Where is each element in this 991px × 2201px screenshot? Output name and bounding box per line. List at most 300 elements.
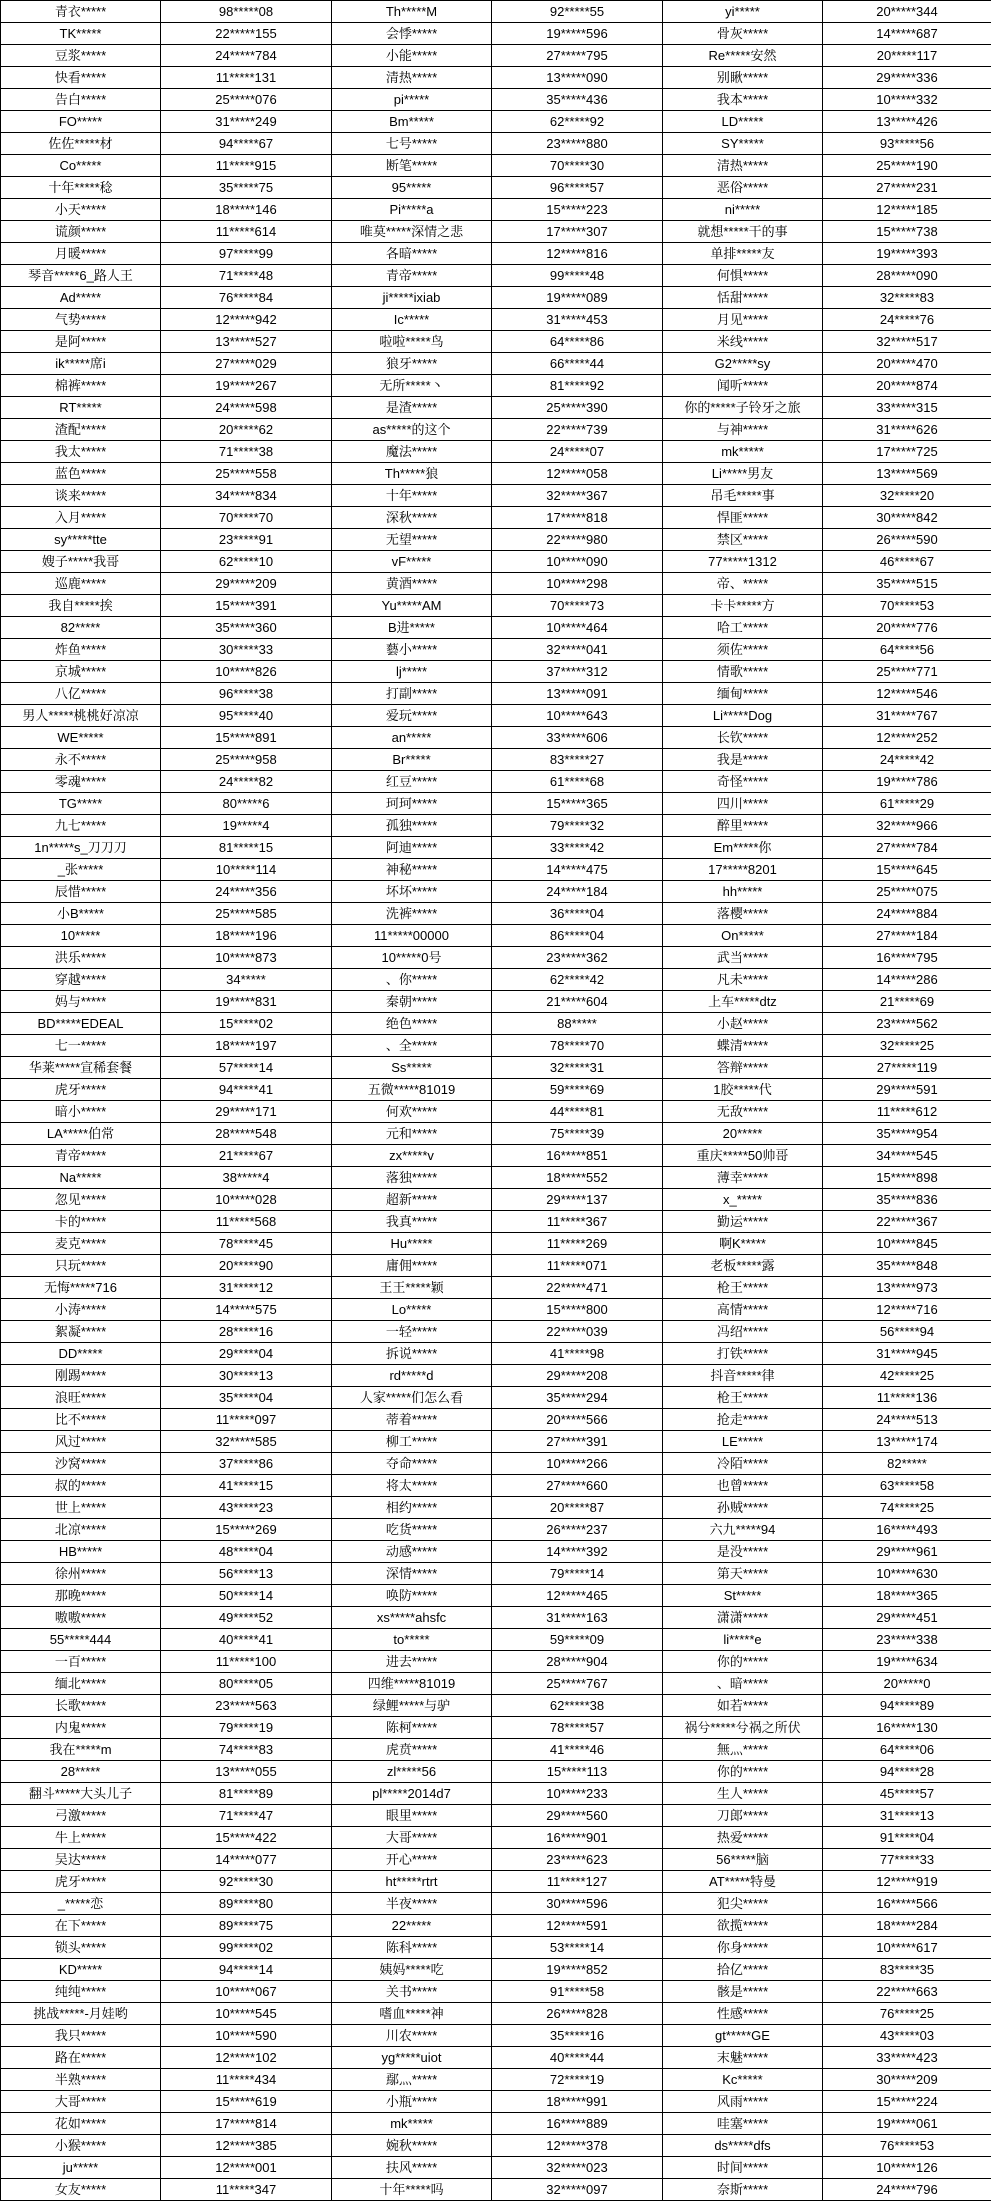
name-cell[interactable]: 帝、***** [663, 573, 823, 595]
name-cell[interactable]: 坏坏***** [332, 881, 492, 903]
number-cell[interactable]: 70*****73 [492, 595, 663, 617]
name-cell[interactable]: 蒂着***** [332, 1409, 492, 1431]
name-cell[interactable]: 17*****8201 [663, 859, 823, 881]
name-cell[interactable]: 一百***** [1, 1651, 161, 1673]
number-cell[interactable]: 24*****884 [823, 903, 991, 925]
name-cell[interactable]: 22***** [332, 1915, 492, 1937]
number-cell[interactable]: 11*****612 [823, 1101, 991, 1123]
name-cell[interactable]: 扶风***** [332, 2157, 492, 2179]
name-cell[interactable]: 恶俗***** [663, 177, 823, 199]
number-cell[interactable]: 42*****25 [823, 1365, 991, 1387]
number-cell[interactable]: 19*****061 [823, 2113, 991, 2135]
name-cell[interactable]: 禁区***** [663, 529, 823, 551]
name-cell[interactable]: 渣配***** [1, 419, 161, 441]
name-cell[interactable]: li*****e [663, 1629, 823, 1651]
name-cell[interactable]: WE***** [1, 727, 161, 749]
name-cell[interactable]: 青衣***** [1, 1, 161, 23]
name-cell[interactable]: 世上***** [1, 1497, 161, 1519]
name-cell[interactable]: 是没***** [663, 1541, 823, 1563]
name-cell[interactable]: 女友***** [1, 2179, 161, 2201]
number-cell[interactable]: 16*****130 [823, 1717, 991, 1739]
number-cell[interactable]: 22*****980 [492, 529, 663, 551]
name-cell[interactable]: 纯纯***** [1, 1981, 161, 2003]
name-cell[interactable]: 1胶*****代 [663, 1079, 823, 1101]
name-cell[interactable]: 十年***** [332, 485, 492, 507]
name-cell[interactable]: 相约***** [332, 1497, 492, 1519]
name-cell[interactable]: 我太***** [1, 441, 161, 463]
name-cell[interactable]: gt*****GE [663, 2025, 823, 2047]
number-cell[interactable]: 41*****15 [161, 1475, 332, 1497]
name-cell[interactable]: 人家*****们怎么看 [332, 1387, 492, 1409]
number-cell[interactable]: 15*****422 [161, 1827, 332, 1849]
name-cell[interactable]: 青帝***** [1, 1145, 161, 1167]
name-cell[interactable]: 拾亿***** [663, 1959, 823, 1981]
name-cell[interactable]: 清热***** [332, 67, 492, 89]
name-cell[interactable]: 魔法***** [332, 441, 492, 463]
name-cell[interactable]: 爱玩***** [332, 705, 492, 727]
name-cell[interactable]: 28***** [1, 1761, 161, 1783]
name-cell[interactable]: 绝色***** [332, 1013, 492, 1035]
name-cell[interactable]: 抢走***** [663, 1409, 823, 1431]
name-cell[interactable]: hh***** [663, 881, 823, 903]
name-cell[interactable]: Kc***** [663, 2069, 823, 2091]
name-cell[interactable]: 华莱*****宣稀套餐 [1, 1057, 161, 1079]
number-cell[interactable]: 11*****097 [161, 1409, 332, 1431]
number-cell[interactable]: 30*****596 [492, 1893, 663, 1915]
name-cell[interactable]: 陈科***** [332, 1937, 492, 1959]
number-cell[interactable]: 31*****767 [823, 705, 991, 727]
name-cell[interactable]: 20***** [663, 1123, 823, 1145]
number-cell[interactable]: 15*****619 [161, 2091, 332, 2113]
name-cell[interactable]: 比不***** [1, 1409, 161, 1431]
name-cell[interactable]: 风雨***** [663, 2091, 823, 2113]
name-cell[interactable]: 祸兮*****兮祸之所伏 [663, 1717, 823, 1739]
name-cell[interactable]: 婉秋***** [332, 2135, 492, 2157]
name-cell[interactable]: 缅北***** [1, 1673, 161, 1695]
name-cell[interactable]: 辰惜***** [1, 881, 161, 903]
number-cell[interactable]: 32*****966 [823, 815, 991, 837]
number-cell[interactable]: 10*****464 [492, 617, 663, 639]
name-cell[interactable]: 夺命***** [332, 1453, 492, 1475]
name-cell[interactable]: Em*****你 [663, 837, 823, 859]
number-cell[interactable]: 12*****385 [161, 2135, 332, 2157]
name-cell[interactable]: 啦啦*****鸟 [332, 331, 492, 353]
number-cell[interactable]: 25*****390 [492, 397, 663, 419]
name-cell[interactable]: 我真***** [332, 1211, 492, 1233]
name-cell[interactable]: 徐州***** [1, 1563, 161, 1585]
name-cell[interactable]: 1n*****s_刀刀刀 [1, 837, 161, 859]
name-cell[interactable]: 末魅***** [663, 2047, 823, 2069]
number-cell[interactable]: 13*****527 [161, 331, 332, 353]
name-cell[interactable]: 小猴***** [1, 2135, 161, 2157]
number-cell[interactable]: 10*****545 [161, 2003, 332, 2025]
number-cell[interactable]: 12*****058 [492, 463, 663, 485]
number-cell[interactable]: 74*****25 [823, 1497, 991, 1519]
number-cell[interactable]: 11*****100 [161, 1651, 332, 1673]
name-cell[interactable]: Ad***** [1, 287, 161, 309]
name-cell[interactable]: 闻听***** [663, 375, 823, 397]
name-cell[interactable]: 虎贲***** [332, 1739, 492, 1761]
name-cell[interactable]: 浪旺***** [1, 1387, 161, 1409]
number-cell[interactable]: 11*****347 [161, 2179, 332, 2201]
name-cell[interactable]: 我只***** [1, 2025, 161, 2047]
number-cell[interactable]: 94*****14 [161, 1959, 332, 1981]
name-cell[interactable]: 如若***** [663, 1695, 823, 1717]
name-cell[interactable]: 打副***** [332, 683, 492, 705]
number-cell[interactable]: 32*****517 [823, 331, 991, 353]
name-cell[interactable]: 元和***** [332, 1123, 492, 1145]
number-cell[interactable]: 25*****767 [492, 1673, 663, 1695]
number-cell[interactable]: 19*****393 [823, 243, 991, 265]
number-cell[interactable]: 11*****127 [492, 1871, 663, 1893]
number-cell[interactable]: 81*****15 [161, 837, 332, 859]
name-cell[interactable]: 落樱***** [663, 903, 823, 925]
number-cell[interactable]: 59*****09 [492, 1629, 663, 1651]
number-cell[interactable]: 15*****269 [161, 1519, 332, 1541]
number-cell[interactable]: 16*****493 [823, 1519, 991, 1541]
number-cell[interactable]: 20*****470 [823, 353, 991, 375]
number-cell[interactable]: 33*****42 [492, 837, 663, 859]
number-cell[interactable]: 56*****94 [823, 1321, 991, 1343]
number-cell[interactable]: 31*****249 [161, 111, 332, 133]
name-cell[interactable]: ht*****rtrt [332, 1871, 492, 1893]
name-cell[interactable]: ji*****ixiab [332, 287, 492, 309]
number-cell[interactable]: 92*****30 [161, 1871, 332, 1893]
name-cell[interactable]: 欲揽***** [663, 1915, 823, 1937]
number-cell[interactable]: 57*****14 [161, 1057, 332, 1079]
name-cell[interactable]: 我本***** [663, 89, 823, 111]
number-cell[interactable]: 12*****591 [492, 1915, 663, 1937]
number-cell[interactable]: 33*****606 [492, 727, 663, 749]
number-cell[interactable]: 89*****80 [161, 1893, 332, 1915]
number-cell[interactable]: 37*****312 [492, 661, 663, 683]
name-cell[interactable]: sy*****tte [1, 529, 161, 551]
name-cell[interactable]: ik*****席i [1, 353, 161, 375]
number-cell[interactable]: 19*****852 [492, 1959, 663, 1981]
name-cell[interactable]: 清热***** [663, 155, 823, 177]
number-cell[interactable]: 25*****585 [161, 903, 332, 925]
number-cell[interactable]: 10*****028 [161, 1189, 332, 1211]
name-cell[interactable]: 珂珂***** [332, 793, 492, 815]
number-cell[interactable]: 12*****546 [823, 683, 991, 705]
name-cell[interactable]: as*****的这个 [332, 419, 492, 441]
name-cell[interactable]: 孙贼***** [663, 1497, 823, 1519]
number-cell[interactable]: 32*****585 [161, 1431, 332, 1453]
number-cell[interactable]: 15*****891 [161, 727, 332, 749]
number-cell[interactable]: 88***** [492, 1013, 663, 1035]
name-cell[interactable]: x_***** [663, 1189, 823, 1211]
name-cell[interactable]: 刚踢***** [1, 1365, 161, 1387]
name-cell[interactable]: 庸佣***** [332, 1255, 492, 1277]
number-cell[interactable]: 14*****575 [161, 1299, 332, 1321]
number-cell[interactable]: 28*****090 [823, 265, 991, 287]
name-cell[interactable]: zl*****56 [332, 1761, 492, 1783]
number-cell[interactable]: 35*****360 [161, 617, 332, 639]
number-cell[interactable]: 15*****800 [492, 1299, 663, 1321]
number-cell[interactable]: 16*****889 [492, 2113, 663, 2135]
number-cell[interactable]: 12*****185 [823, 199, 991, 221]
number-cell[interactable]: 22*****155 [161, 23, 332, 45]
number-cell[interactable]: 94*****28 [823, 1761, 991, 1783]
name-cell[interactable]: 快看***** [1, 67, 161, 89]
number-cell[interactable]: 25*****771 [823, 661, 991, 683]
name-cell[interactable]: RT***** [1, 397, 161, 419]
number-cell[interactable]: 48*****04 [161, 1541, 332, 1563]
number-cell[interactable]: 32*****367 [492, 485, 663, 507]
number-cell[interactable]: 78*****57 [492, 1717, 663, 1739]
name-cell[interactable]: 洗裤***** [332, 903, 492, 925]
number-cell[interactable]: 35*****16 [492, 2025, 663, 2047]
number-cell[interactable]: 10*****114 [161, 859, 332, 881]
number-cell[interactable]: 86*****04 [492, 925, 663, 947]
number-cell[interactable]: 27*****119 [823, 1057, 991, 1079]
number-cell[interactable]: 13*****973 [823, 1277, 991, 1299]
number-cell[interactable]: 13*****091 [492, 683, 663, 705]
name-cell[interactable]: 小B***** [1, 903, 161, 925]
number-cell[interactable]: 12*****716 [823, 1299, 991, 1321]
name-cell[interactable]: 枪王***** [663, 1277, 823, 1299]
number-cell[interactable]: 62*****42 [492, 969, 663, 991]
name-cell[interactable]: rd*****d [332, 1365, 492, 1387]
number-cell[interactable]: 28*****548 [161, 1123, 332, 1145]
name-cell[interactable]: B进***** [332, 617, 492, 639]
number-cell[interactable]: 31*****945 [823, 1343, 991, 1365]
number-cell[interactable]: 13*****090 [492, 67, 663, 89]
number-cell[interactable]: 83*****35 [823, 1959, 991, 1981]
name-cell[interactable]: 77*****1312 [663, 551, 823, 573]
number-cell[interactable]: 33*****315 [823, 397, 991, 419]
name-cell[interactable]: zx*****v [332, 1145, 492, 1167]
name-cell[interactable]: 虎牙***** [1, 1871, 161, 1893]
name-cell[interactable]: 生人***** [663, 1783, 823, 1805]
name-cell[interactable]: 何惧***** [663, 265, 823, 287]
number-cell[interactable]: 64*****56 [823, 639, 991, 661]
name-cell[interactable]: 卡的***** [1, 1211, 161, 1233]
name-cell[interactable]: HB***** [1, 1541, 161, 1563]
number-cell[interactable]: 32*****041 [492, 639, 663, 661]
number-cell[interactable]: 79*****14 [492, 1563, 663, 1585]
name-cell[interactable]: 一轻***** [332, 1321, 492, 1343]
number-cell[interactable]: 64*****06 [823, 1739, 991, 1761]
name-cell[interactable]: 动感***** [332, 1541, 492, 1563]
name-cell[interactable]: 断笔***** [332, 155, 492, 177]
name-cell[interactable]: 巡鹿***** [1, 573, 161, 595]
number-cell[interactable]: 81*****92 [492, 375, 663, 397]
number-cell[interactable]: 14*****392 [492, 1541, 663, 1563]
number-cell[interactable]: 12*****252 [823, 727, 991, 749]
number-cell[interactable]: 19*****089 [492, 287, 663, 309]
number-cell[interactable]: 10*****873 [161, 947, 332, 969]
name-cell[interactable]: 狼牙***** [332, 353, 492, 375]
name-cell[interactable]: 嫂子*****我哥 [1, 551, 161, 573]
number-cell[interactable]: 34***** [161, 969, 332, 991]
name-cell[interactable]: 上车*****dtz [663, 991, 823, 1013]
number-cell[interactable]: 10*****617 [823, 1937, 991, 1959]
name-cell[interactable]: Ic***** [332, 309, 492, 331]
number-cell[interactable]: 18*****284 [823, 1915, 991, 1937]
name-cell[interactable]: 黄酒***** [332, 573, 492, 595]
number-cell[interactable]: 63*****58 [823, 1475, 991, 1497]
name-cell[interactable]: 唯莫*****深情之悲 [332, 221, 492, 243]
number-cell[interactable]: 46*****67 [823, 551, 991, 573]
name-cell[interactable]: 蝶清***** [663, 1035, 823, 1057]
name-cell[interactable]: Bm***** [332, 111, 492, 133]
name-cell[interactable]: ds*****dfs [663, 2135, 823, 2157]
number-cell[interactable]: 24*****784 [161, 45, 332, 67]
name-cell[interactable]: 大哥***** [332, 1827, 492, 1849]
number-cell[interactable]: 20*****117 [823, 45, 991, 67]
number-cell[interactable]: 22*****367 [823, 1211, 991, 1233]
number-cell[interactable]: 21*****604 [492, 991, 663, 1013]
name-cell[interactable]: 只玩***** [1, 1255, 161, 1277]
name-cell[interactable]: 大哥***** [1, 2091, 161, 2113]
number-cell[interactable]: 53*****14 [492, 1937, 663, 1959]
number-cell[interactable]: 15*****223 [492, 199, 663, 221]
number-cell[interactable]: 61*****68 [492, 771, 663, 793]
name-cell[interactable]: 陈柯***** [332, 1717, 492, 1739]
name-cell[interactable]: 重庆*****50帅哥 [663, 1145, 823, 1167]
name-cell[interactable]: _*****恋 [1, 1893, 161, 1915]
name-cell[interactable]: 牛上***** [1, 1827, 161, 1849]
number-cell[interactable]: 19*****831 [161, 991, 332, 1013]
name-cell[interactable]: 缅甸***** [663, 683, 823, 705]
name-cell[interactable]: Li*****Dog [663, 705, 823, 727]
number-cell[interactable]: 20*****0 [823, 1673, 991, 1695]
name-cell[interactable]: 是阿***** [1, 331, 161, 353]
number-cell[interactable]: 41*****46 [492, 1739, 663, 1761]
number-cell[interactable]: 41*****98 [492, 1343, 663, 1365]
number-cell[interactable]: 96*****38 [161, 683, 332, 705]
name-cell[interactable]: 抖音*****律 [663, 1365, 823, 1387]
name-cell[interactable]: LA*****伯常 [1, 1123, 161, 1145]
number-cell[interactable]: 71*****47 [161, 1805, 332, 1827]
name-cell[interactable]: 我在*****m [1, 1739, 161, 1761]
name-cell[interactable]: 孤独***** [332, 815, 492, 837]
number-cell[interactable]: 24*****82 [161, 771, 332, 793]
name-cell[interactable]: 答辩***** [663, 1057, 823, 1079]
name-cell[interactable]: 柳工***** [332, 1431, 492, 1453]
number-cell[interactable]: 31*****453 [492, 309, 663, 331]
number-cell[interactable]: 61*****29 [823, 793, 991, 815]
name-cell[interactable]: 气势***** [1, 309, 161, 331]
name-cell[interactable]: 小能***** [332, 45, 492, 67]
number-cell[interactable]: 72*****19 [492, 2069, 663, 2091]
number-cell[interactable]: 20*****776 [823, 617, 991, 639]
name-cell[interactable]: 10*****0号 [332, 947, 492, 969]
name-cell[interactable]: 长钦***** [663, 727, 823, 749]
number-cell[interactable]: 23*****562 [823, 1013, 991, 1035]
number-cell[interactable]: 10*****826 [161, 661, 332, 683]
name-cell[interactable]: 55*****444 [1, 1629, 161, 1651]
name-cell[interactable]: 无敌***** [663, 1101, 823, 1123]
number-cell[interactable]: 66*****44 [492, 353, 663, 375]
number-cell[interactable]: 24*****598 [161, 397, 332, 419]
number-cell[interactable]: 62*****38 [492, 1695, 663, 1717]
name-cell[interactable]: Hu***** [332, 1233, 492, 1255]
number-cell[interactable]: 74*****83 [161, 1739, 332, 1761]
number-cell[interactable]: 17*****307 [492, 221, 663, 243]
name-cell[interactable]: 11*****00000 [332, 925, 492, 947]
name-cell[interactable]: 在下***** [1, 1915, 161, 1937]
number-cell[interactable]: 99*****48 [492, 265, 663, 287]
number-cell[interactable]: 31*****626 [823, 419, 991, 441]
number-cell[interactable]: 26*****828 [492, 2003, 663, 2025]
name-cell[interactable]: 凡未***** [663, 969, 823, 991]
name-cell[interactable]: 性感***** [663, 2003, 823, 2025]
name-cell[interactable]: 须佐***** [663, 639, 823, 661]
name-cell[interactable]: 半熟***** [1, 2069, 161, 2091]
name-cell[interactable]: 小赵***** [663, 1013, 823, 1035]
number-cell[interactable]: 20*****62 [161, 419, 332, 441]
number-cell[interactable]: 13*****174 [823, 1431, 991, 1453]
number-cell[interactable]: 15*****02 [161, 1013, 332, 1035]
number-cell[interactable]: 43*****23 [161, 1497, 332, 1519]
name-cell[interactable]: 骸是***** [663, 1981, 823, 2003]
name-cell[interactable]: 我自*****挨 [1, 595, 161, 617]
name-cell[interactable]: 北凉***** [1, 1519, 161, 1541]
name-cell[interactable]: an***** [332, 727, 492, 749]
name-cell[interactable]: 沙窝***** [1, 1453, 161, 1475]
name-cell[interactable]: 骨灰***** [663, 23, 823, 45]
name-cell[interactable]: Ss***** [332, 1057, 492, 1079]
name-cell[interactable]: 王王*****颖 [332, 1277, 492, 1299]
name-cell[interactable]: 虎牙***** [1, 1079, 161, 1101]
number-cell[interactable]: 12*****942 [161, 309, 332, 331]
name-cell[interactable]: 卡卡*****方 [663, 595, 823, 617]
number-cell[interactable]: 93*****56 [823, 133, 991, 155]
number-cell[interactable]: 18*****991 [492, 2091, 663, 2113]
number-cell[interactable]: 18*****196 [161, 925, 332, 947]
number-cell[interactable]: 25*****558 [161, 463, 332, 485]
number-cell[interactable]: 71*****38 [161, 441, 332, 463]
number-cell[interactable]: 10*****233 [492, 1783, 663, 1805]
number-cell[interactable]: 14*****077 [161, 1849, 332, 1871]
number-cell[interactable]: 23*****338 [823, 1629, 991, 1651]
number-cell[interactable]: 30*****33 [161, 639, 332, 661]
name-cell[interactable]: lj***** [332, 661, 492, 683]
number-cell[interactable]: 71*****48 [161, 265, 332, 287]
name-cell[interactable]: 琴音*****6_路人王 [1, 265, 161, 287]
name-cell[interactable]: 热爱***** [663, 1827, 823, 1849]
number-cell[interactable]: 16*****795 [823, 947, 991, 969]
number-cell[interactable]: 29*****208 [492, 1365, 663, 1387]
number-cell[interactable]: 96*****57 [492, 177, 663, 199]
number-cell[interactable]: 17*****725 [823, 441, 991, 463]
number-cell[interactable]: 30*****209 [823, 2069, 991, 2091]
number-cell[interactable]: 10*****266 [492, 1453, 663, 1475]
name-cell[interactable]: 进去***** [332, 1651, 492, 1673]
name-cell[interactable]: 十年*****稔 [1, 177, 161, 199]
name-cell[interactable]: 蓝色***** [1, 463, 161, 485]
name-cell[interactable]: 姨妈*****吃 [332, 1959, 492, 1981]
number-cell[interactable]: 83*****27 [492, 749, 663, 771]
number-cell[interactable]: 23*****623 [492, 1849, 663, 1871]
name-cell[interactable]: 入月***** [1, 507, 161, 529]
name-cell[interactable]: 将太***** [332, 1475, 492, 1497]
number-cell[interactable]: 31*****163 [492, 1607, 663, 1629]
number-cell[interactable]: 77*****33 [823, 1849, 991, 1871]
name-cell[interactable]: 京城***** [1, 661, 161, 683]
number-cell[interactable]: 29*****209 [161, 573, 332, 595]
name-cell[interactable]: 潇潇***** [663, 1607, 823, 1629]
name-cell[interactable]: 小天***** [1, 199, 161, 221]
name-cell[interactable]: G2*****sy [663, 353, 823, 375]
name-cell[interactable]: 薄幸***** [663, 1167, 823, 1189]
name-cell[interactable]: yi***** [663, 1, 823, 23]
name-cell[interactable]: 四维*****81019 [332, 1673, 492, 1695]
name-cell[interactable]: 各暗***** [332, 243, 492, 265]
number-cell[interactable]: 94*****41 [161, 1079, 332, 1101]
